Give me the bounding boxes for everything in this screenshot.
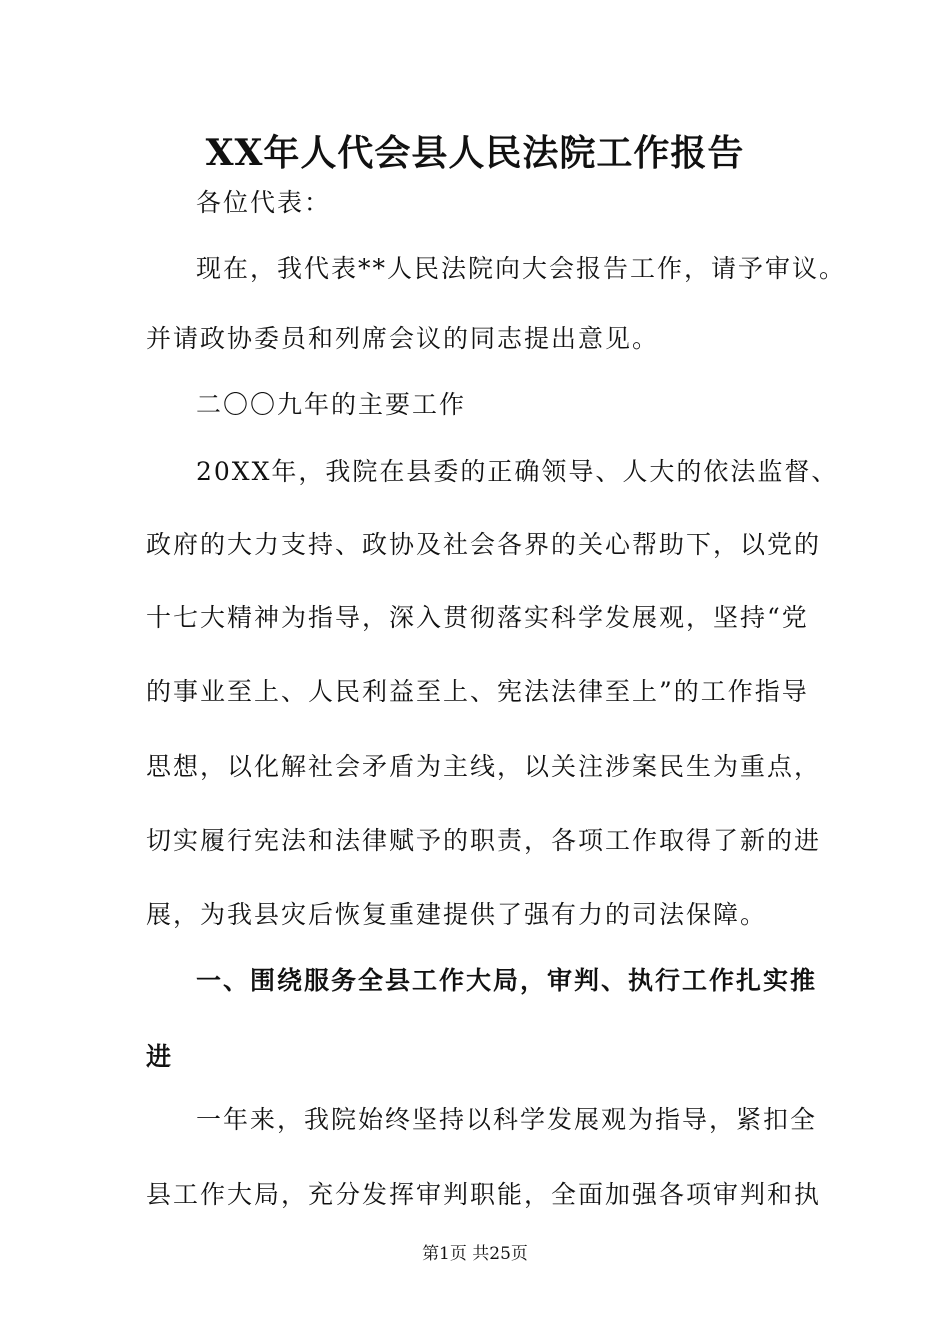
paragraph-line: 政府的大力支持、政协及社会各界的关心帮助下，以党的 — [146, 530, 822, 559]
paragraph-line: 20XX年，我院在县委的正确领导、人大的依法监督、 — [196, 457, 839, 486]
paragraph-line: 思想，以化解社会矛盾为主线，以关注涉案民生为重点， — [146, 752, 822, 781]
paragraph-line: 切实履行宪法和法律赋予的职责，各项工作取得了新的进 — [146, 826, 822, 855]
document-title: XX年人代会县人民法院工作报告 — [205, 132, 745, 174]
paragraph-line: 现在，我代表**人民法院向大会报告工作，请予审议。 — [196, 254, 847, 283]
paragraph-line: 展，为我县灾后恢复重建提供了强有力的司法保障。 — [146, 900, 768, 929]
paragraph-line: 的事业至上、人民利益至上、宪法法律至上”的工作指导 — [146, 677, 809, 706]
page-number-footer: 第1页 共25页 — [422, 1244, 528, 1264]
section-heading-line: 一、围绕服务全县工作大局，审判、执行工作扎实推 — [196, 966, 818, 995]
subheading-line: 二〇〇九年的主要工作 — [196, 390, 467, 419]
section-heading-line: 进 — [146, 1042, 174, 1071]
paragraph-line: 并请政协委员和列席会议的同志提出意见。 — [146, 324, 660, 353]
paragraph-line: 县工作大局，充分发挥审判职能，全面加强各项审判和执 — [146, 1180, 822, 1209]
salutation: 各位代表： — [196, 188, 332, 217]
paragraph-line: 十七大精神为指导，深入贯彻落实科学发展观，坚持“党 — [146, 603, 809, 632]
paragraph-line: 一年来，我院始终坚持以科学发展观为指导，紧扣全 — [196, 1105, 818, 1134]
